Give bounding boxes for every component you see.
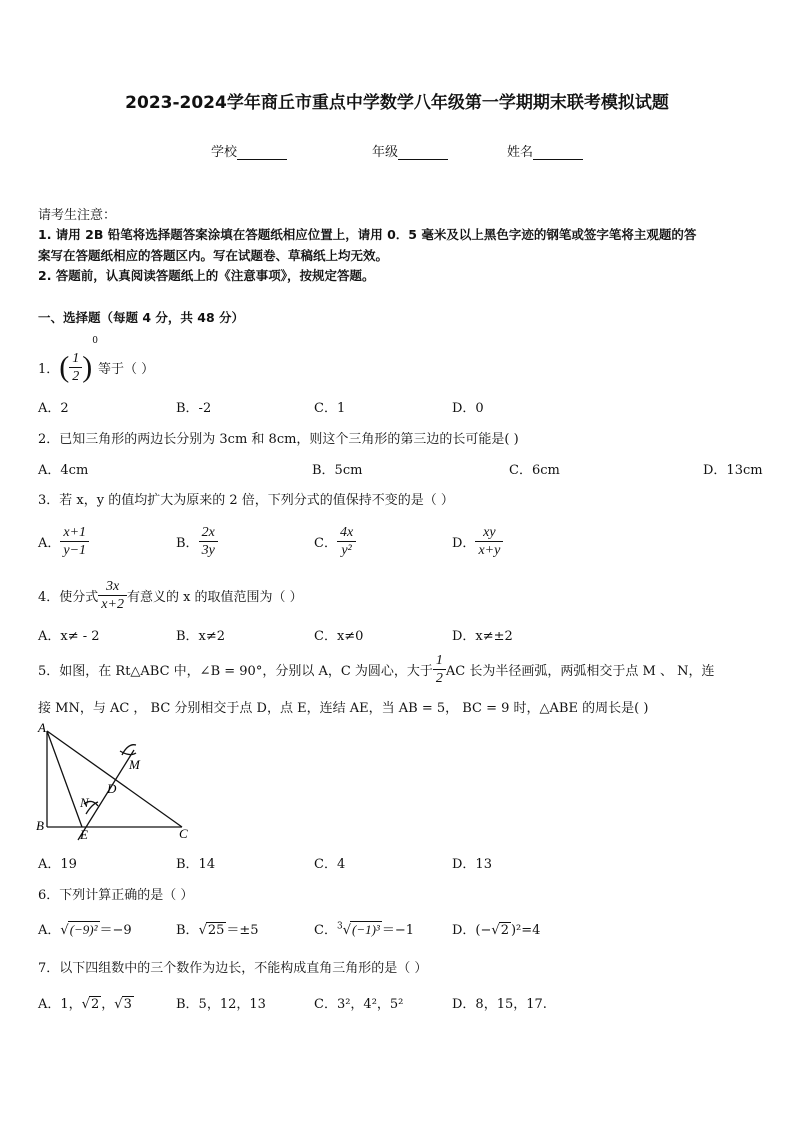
q6-c-tail: ＝−1 (381, 923, 414, 938)
q1-option-d[interactable]: D．0 (452, 401, 484, 416)
notice-line-1b: 案写在答题纸相应的答题区内。写在试题卷、草稿纸上均无效。 (38, 248, 389, 263)
q1-number: 1． (38, 362, 60, 377)
q3-a-num: x+1 (60, 524, 89, 542)
q2-option-b[interactable]: B．5cm (312, 463, 363, 478)
q6-c-index: 3 (336, 921, 343, 932)
q6-c-label: C． (314, 923, 337, 938)
q6-option-d[interactable] (452, 919, 540, 938)
q5-line1b: AC 长为半径画弧，两弧相交于点 M 、 N，连 (445, 664, 715, 679)
q2-option-c[interactable]: C．6cm (509, 463, 560, 478)
label-e: E (80, 827, 88, 842)
q5-option-a[interactable]: A．19 (38, 857, 77, 872)
sqrt-icon: √ (114, 997, 123, 1012)
q7-option-c[interactable]: C．3²，4²，5² (314, 997, 404, 1012)
question-2: 2．已知三角形的两边长分别为 3cm 和 8cm，则这个三角形的第三边的长可能是( ) (38, 432, 519, 447)
grade-label: 年级 (372, 145, 399, 160)
q7-option-b[interactable]: B．5，12，13 (176, 997, 266, 1012)
q3-d-den: x+y (478, 543, 501, 558)
q3-b-den: 3y (201, 543, 215, 558)
q1-left-paren: ( (59, 350, 70, 384)
question-1 (38, 336, 154, 385)
notice-heading: 请考生注意： (38, 208, 117, 223)
q1-right-paren: ) (82, 350, 93, 384)
q5-option-d[interactable]: D．13 (452, 857, 492, 872)
q3-option-d[interactable] (452, 524, 503, 559)
q3-a-label: A． (38, 536, 61, 551)
sqrt-icon: √ (491, 923, 500, 938)
q3-option-c[interactable] (314, 524, 356, 559)
question-4 (38, 578, 303, 613)
q6-b-tail: ＝±5 (226, 923, 259, 938)
name-blank[interactable] (533, 148, 583, 160)
q3-a-fraction (60, 524, 89, 559)
q4-option-b[interactable]: B．x≠2 (176, 629, 226, 644)
q6-a-label: A． (38, 923, 61, 938)
question-3: 3．若 x，y 的值均扩大为原来的 2 倍，下列分式的值保持不变的是（ ） (38, 493, 454, 508)
q3-option-a[interactable] (38, 524, 89, 559)
q6-d-radicand: 2 (500, 923, 509, 938)
grade-blank[interactable] (398, 148, 448, 160)
q3-b-fraction (199, 524, 218, 559)
grade-field[interactable] (372, 141, 448, 160)
q1-fraction (69, 350, 82, 385)
q7-a-separator: ， (101, 997, 115, 1012)
q3-d-label: D． (452, 536, 476, 551)
question-5-line-1 (38, 652, 714, 687)
q3-c-label: C． (314, 536, 337, 551)
q6-b-radicand: 25 (207, 923, 225, 938)
q3-b-label: B． (176, 536, 199, 551)
q7-a-label: A．1， (38, 997, 82, 1012)
label-b: B (36, 818, 44, 833)
q7-a-radicand-1: 2 (90, 997, 100, 1012)
q6-a-tail: ＝−9 (99, 923, 132, 938)
q2-option-d[interactable]: D．13cm (703, 463, 763, 478)
sqrt-icon: √ (81, 997, 90, 1012)
q4-fraction (98, 578, 127, 613)
notice-line-1a: 1. 请用 2B 铅笔将选择题答案涂填在答题纸相应位置上，请用 0．5 毫米及以上黑色字迹的钢笔或签字笔将主观题的答 (38, 227, 697, 242)
q4-num: 3x (98, 578, 127, 596)
q3-c-fraction (337, 524, 356, 559)
q3-option-b[interactable] (176, 524, 218, 559)
q3-d-num: xy (475, 524, 503, 542)
q3-b-num: 2x (199, 524, 218, 542)
label-d: D (107, 781, 117, 796)
q4-post: 有意义的 x 的取值范围为（ ） (126, 590, 303, 605)
question-7: 7．以下四组数中的三个数作为边长，不能构成直角三角形的是（ ） (38, 961, 428, 976)
q7-option-d[interactable]: D．8，15，17. (452, 997, 547, 1012)
sqrt-icon: √ (198, 923, 207, 938)
q6-b-label: B． (176, 923, 199, 938)
label-n: N (80, 795, 89, 810)
q1-option-b[interactable]: B．-2 (176, 401, 212, 416)
q3-a-den: y−1 (63, 543, 87, 558)
side-ac (47, 731, 182, 827)
q1-tail: 等于（ ） (98, 362, 155, 377)
q5-line1a: 5．如图，在 Rt△ABC 中，∠B = 90°，分别以 A，C 为圆心，大于 (38, 664, 433, 679)
question-5-line-2: 接 MN，与 AC ， BC 分别相交于点 D，点 E，连结 AE，当 AB = 5， BC = 9 时，△ABE 的周长是( ) (38, 701, 649, 716)
q6-option-a[interactable] (38, 919, 132, 938)
label-c: C (179, 826, 188, 841)
school-blank[interactable] (237, 148, 287, 160)
name-label: 姓名 (507, 145, 534, 160)
q1-frac-num: 1 (69, 350, 82, 368)
section-heading: 一、选择题（每题 4 分，共 48 分） (38, 310, 245, 325)
q5-option-b[interactable]: B．14 (176, 857, 216, 872)
segment-ae (47, 731, 82, 827)
q3-c-num: 4x (337, 524, 356, 542)
q1-option-a[interactable]: A．2 (38, 401, 69, 416)
page-title: 2023-2024学年商丘市重点中学数学八年级第一学期期末联考模拟试题 (125, 93, 669, 113)
q4-option-a[interactable]: A．x≠ - 2 (38, 629, 100, 644)
q5-frac-den: 2 (435, 671, 443, 686)
name-field[interactable] (507, 141, 583, 160)
q6-d-label: D．(− (452, 923, 492, 938)
q5-triangle-figure (34, 720, 204, 845)
question-6: 6．下列计算正确的是（ ） (38, 888, 194, 903)
q6-option-c[interactable] (314, 919, 414, 938)
q7-option-a[interactable] (38, 993, 134, 1012)
label-m: M (129, 757, 140, 772)
q4-den: x+2 (101, 597, 124, 612)
label-a: A (38, 720, 46, 735)
q5-frac-num: 1 (433, 652, 446, 670)
q1-frac-den: 2 (72, 369, 80, 384)
school-label: 学校 (211, 145, 238, 160)
q6-c-radicand: (−1)³ (351, 922, 380, 937)
q5-fraction (433, 652, 446, 687)
q3-c-den: y² (341, 543, 352, 558)
q4-option-c[interactable]: C．x≠0 (314, 629, 364, 644)
q4-pre: 4．使分式 (38, 590, 99, 605)
school-field[interactable] (211, 141, 287, 160)
q5-option-c[interactable]: C．4 (314, 857, 346, 872)
sqrt-icon: √ (60, 923, 69, 938)
q6-option-b[interactable] (176, 919, 259, 938)
q7-a-radicand-2: 3 (123, 997, 132, 1012)
q6-a-radicand: (−9)² (69, 922, 98, 937)
q2-option-a[interactable]: A．4cm (38, 463, 89, 478)
q6-d-tail: )²=4 (510, 923, 541, 938)
q1-exponent: 0 (92, 336, 99, 346)
sqrt-icon: √ (342, 923, 351, 938)
notice-line-2: 2. 答题前，认真阅读答题纸上的《注意事项》，按规定答题。 (38, 268, 375, 283)
q4-option-d[interactable]: D．x≠±2 (452, 629, 513, 644)
q3-d-fraction (475, 524, 503, 559)
q1-option-c[interactable]: C．1 (314, 401, 346, 416)
